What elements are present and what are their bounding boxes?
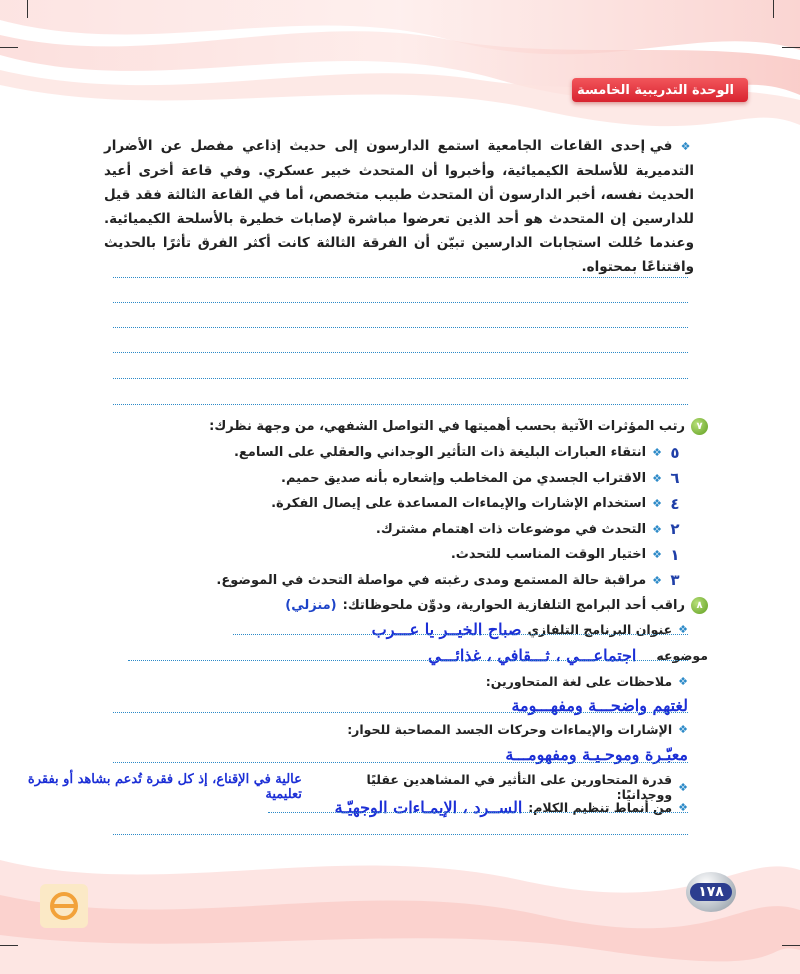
persuasion-label: قدرة المتحاورين على التأثير في المشاهدين عقليًا ووجدانيًا: xyxy=(366,772,673,802)
top-wave-decoration xyxy=(0,0,800,140)
ranking-item xyxy=(122,542,682,568)
program-title-answer[interactable]: صباح الخيــر يا عـــرب xyxy=(371,620,522,639)
answer-line[interactable] xyxy=(113,378,688,379)
bullet-icon: ❖ xyxy=(652,548,662,562)
ranking-item-text: التحدث في موضوعات ذات اهتمام مشترك. xyxy=(375,521,647,537)
page-number-badge xyxy=(686,872,736,912)
question-7 xyxy=(209,418,708,435)
answer-line[interactable] xyxy=(113,404,688,405)
answer-line[interactable] xyxy=(113,712,688,713)
topic-answer[interactable]: اجتماعـــي ، ثـــقافي ، غذائـــي xyxy=(428,646,637,665)
publisher-logo xyxy=(40,884,88,928)
question-8-text: راقب أحد البرامج التلفازية الحوارية، ودوِّن ملحوظاتك: xyxy=(342,598,685,613)
speech-patterns-answer[interactable]: الســرد ، الإيمـاءات الوجهيّـة xyxy=(334,798,523,817)
bullet-icon: ❖ xyxy=(652,446,662,460)
speech-patterns-label: من أنماط تنظيم الكلام: xyxy=(528,800,673,815)
speech-patterns-field xyxy=(335,798,688,817)
crop-mark xyxy=(0,945,18,946)
rank-answer[interactable]: ٣ xyxy=(670,571,680,590)
bullet-icon: ❖ xyxy=(678,675,688,688)
page-number: ١٧٨ xyxy=(690,883,732,901)
question-8 xyxy=(285,597,708,614)
bullet-icon: ❖ xyxy=(652,522,662,536)
rank-answer[interactable]: ٢ xyxy=(670,520,680,539)
ranking-item xyxy=(122,491,682,517)
question-7-text: رتب المؤثرات الآتية بحسب أهميتها في التواصل الشفهي، من وجهة نظرك: xyxy=(209,419,685,434)
homework-note: (منزلي) xyxy=(285,598,337,613)
bullet-icon: ❖ xyxy=(680,140,694,153)
ranking-item xyxy=(122,466,682,492)
ranking-item-text: اختيار الوقت المناسب للتحدث. xyxy=(450,547,647,563)
topic-field xyxy=(428,646,708,665)
intro-paragraph xyxy=(104,134,694,279)
ranking-item-text: استخدام الإشارات والإيماءات المساعدة على إيصال الفكرة. xyxy=(271,496,647,512)
gestures-answer[interactable]: معبّـرة وموحـيـة ومفهومـــة xyxy=(505,745,688,764)
ranking-item xyxy=(122,440,682,466)
crop-mark xyxy=(782,945,800,946)
gestures-field xyxy=(347,722,688,737)
publisher-logo-icon xyxy=(47,891,81,921)
bullet-icon: ❖ xyxy=(678,801,688,814)
answer-line[interactable] xyxy=(113,327,688,328)
bullet-icon: ❖ xyxy=(678,623,688,636)
topic-label: موضوعه xyxy=(656,648,708,663)
bullet-icon: ❖ xyxy=(678,780,688,794)
rank-answer[interactable]: ٥ xyxy=(670,443,680,462)
answer-line[interactable] xyxy=(113,352,688,353)
ranking-item-text: مراقبة حالة المستمع ومدى رغبته في مواصلة التحدث في الموضوع. xyxy=(216,572,647,588)
unit-title-tab: الوحدة التدريبية الخامسة xyxy=(572,78,748,102)
ranking-item-text: انتقاء العبارات البليغة ذات التأثير الوجداني والعقلي على السامع. xyxy=(233,445,647,461)
rank-answer[interactable]: ٦ xyxy=(670,469,680,488)
language-label: ملاحظات على لغة المتحاورين: xyxy=(485,674,673,689)
ranking-list xyxy=(122,440,682,593)
answer-line[interactable] xyxy=(233,634,688,635)
language-answer[interactable]: لغتهم واضحـــة ومفهـــومة xyxy=(511,696,688,715)
rank-answer[interactable]: ٤ xyxy=(670,494,680,513)
gestures-label: الإشارات والإيماءات وحركات الجسد المصاحبة للحوار: xyxy=(347,722,673,737)
bullet-icon: ❖ xyxy=(678,723,688,736)
program-title-field xyxy=(372,620,688,639)
answer-line[interactable] xyxy=(113,302,688,303)
rank-answer[interactable]: ١ xyxy=(670,545,680,564)
crop-mark xyxy=(773,0,774,18)
crop-mark xyxy=(782,47,800,48)
answer-line[interactable] xyxy=(113,277,688,278)
persuasion-answer[interactable]: عالية في الإقناع، إذ كل فقرة تُدعم بشاهد أو بفقرة تعليمية xyxy=(27,772,302,802)
question-number-badge: ٧ xyxy=(691,418,708,435)
answer-line[interactable] xyxy=(113,762,688,763)
ranking-item xyxy=(122,517,682,543)
answer-line[interactable] xyxy=(128,660,688,661)
bullet-icon: ❖ xyxy=(652,573,662,587)
bottom-wave-decoration xyxy=(0,840,800,974)
language-field xyxy=(486,674,688,689)
program-title-label: عنوان البرنامج التلفازي xyxy=(527,622,673,637)
answer-line[interactable] xyxy=(113,834,688,835)
crop-mark xyxy=(27,0,28,18)
question-number-badge: ٨ xyxy=(691,597,708,614)
bullet-icon: ❖ xyxy=(652,497,662,511)
ranking-item-text: الاقتراب الجسدي من المخاطب وإشعاره بأنه صديق حميم. xyxy=(281,470,647,486)
intro-text: في إحدى القاعات الجامعية استمع الدارسون إلى حديث إذاعي مفصل عن الأضرار التدميرية للأسلحة الكيميائية، وأخبروا أن المتحدث خبير عسكري. وفي قاعة أخرى أعيد الحديث نفسه، أخبر الدارسون أن المتحدث طبيب متخصص، أما في القاعة الثالثة فقد قيل للدارسين إن المتحدث هو أحد الذين تعرضوا مباشرة لإصابات خطيرة بالأسلحة الكيميائية. وعندما حُللت استجابات الدارسين تبيّن أن الفرقة الثالثة كانت أكثر الفرق تأثرًا بالحديث واقتناعًا بمحتواه. xyxy=(104,138,694,275)
bullet-icon: ❖ xyxy=(652,471,662,485)
answer-line[interactable] xyxy=(268,812,688,813)
ranking-item xyxy=(122,568,682,594)
crop-mark xyxy=(0,47,18,48)
